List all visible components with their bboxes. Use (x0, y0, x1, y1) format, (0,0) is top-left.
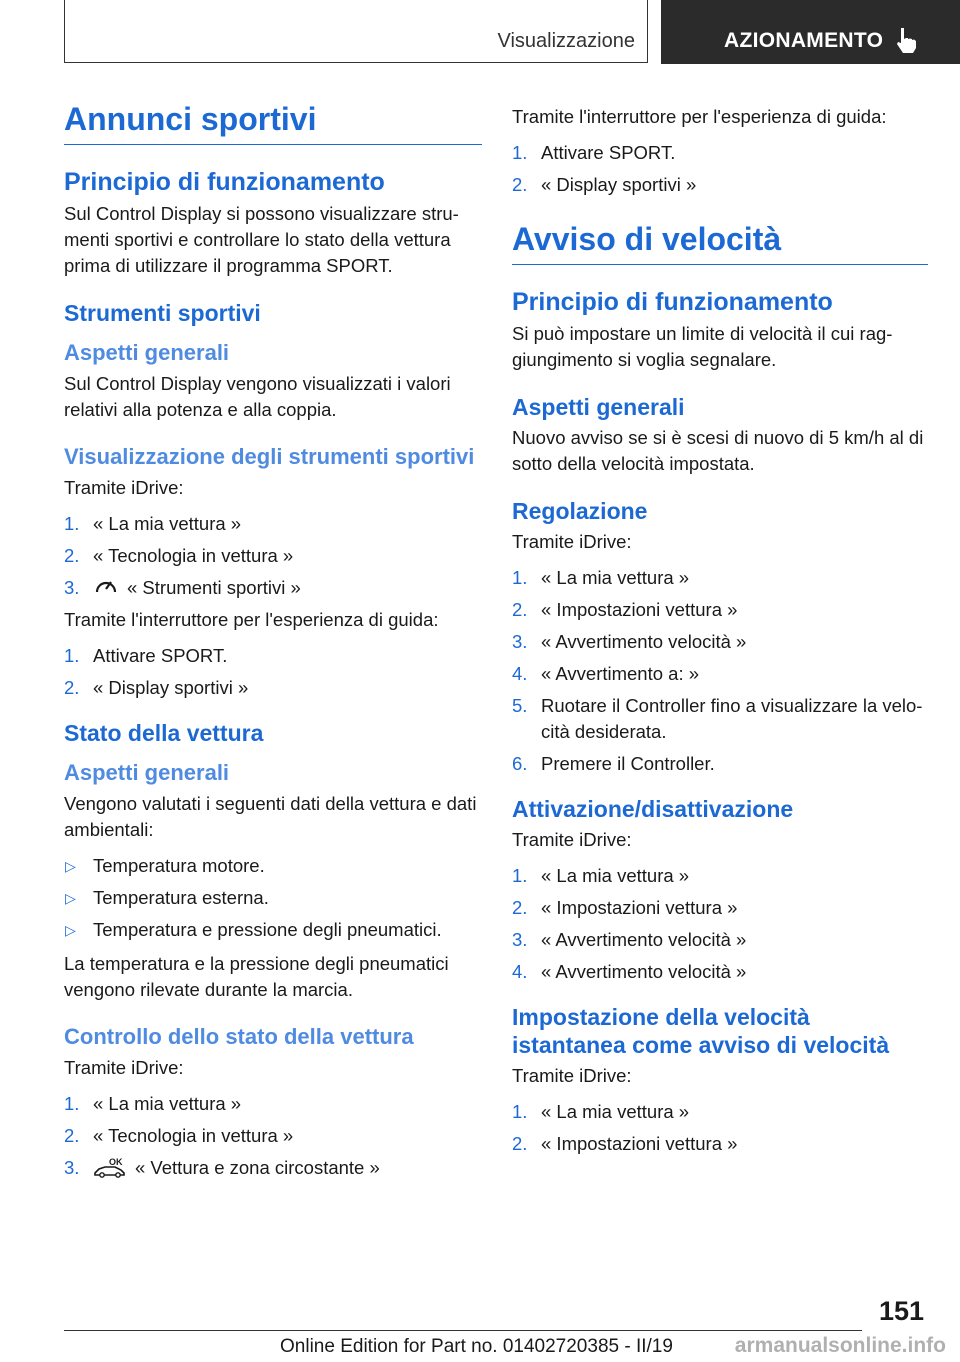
step-number: 3. (64, 577, 80, 598)
list-item: 4. « Avvertimento velocità » (512, 959, 928, 985)
paragraph-aspetti-generali-3: Nuovo avviso se si è scesi di nuovo di 5 km/h al di sotto della velocità impostata. (512, 427, 924, 474)
list-item: 1. Attivare SPORT. (512, 140, 928, 166)
heading-aspetti-generali-3: Aspetti generali (512, 394, 685, 420)
step-number: 2. (64, 1125, 80, 1146)
list-item: 2. « Tecnologia in vettura » (64, 1123, 482, 1149)
step-number: 4. (512, 663, 528, 684)
page-header (0, 0, 960, 66)
list-item: 1. « La mia vettura » (64, 1091, 482, 1117)
triangle-bullet-icon: ▷ (65, 922, 76, 938)
right-column (512, 104, 928, 1175)
steps-list-6 (512, 863, 928, 985)
intro-interruttore-1: Tramite l'interruttore per l'esperienza di guida: (64, 609, 439, 630)
step-number: 1. (64, 513, 80, 534)
list-item: 3. « Strumenti sportivi » (64, 575, 482, 601)
steps-list-3 (64, 1091, 482, 1181)
intro-interruttore-2: Tramite l'interruttore per l'esperienza di guida: (512, 106, 887, 127)
step-number: 1. (64, 645, 80, 666)
list-item: 3. « Avvertimento velocità » (512, 629, 928, 655)
page-number: 151 (878, 1296, 924, 1326)
triangle-bullet-icon: ▷ (65, 858, 76, 874)
list-item: 1. « La mia vettura » (64, 511, 482, 537)
step-number: 1. (512, 1101, 528, 1122)
steps-list-2 (64, 643, 482, 701)
heading-aspetti-generali-1: Aspetti generali (64, 340, 230, 365)
step-number: 1. (64, 1093, 80, 1114)
car-ok-icon (93, 1156, 127, 1178)
list-item: 2. « Impostazioni vettura » (512, 895, 928, 921)
heading-strumenti-sportivi: Strumenti sportivi (64, 300, 261, 326)
step-number: 3. (512, 631, 528, 652)
intro-idrive-1: Tramite iDrive: (64, 477, 184, 498)
heading-visualizzazione-strumenti: Visualizzazione degli strumenti sportivi (64, 444, 475, 469)
heading-attivazione: Attivazione/disattivazione (512, 796, 794, 822)
bullet-list (64, 853, 482, 943)
step-number: 3. (512, 929, 528, 950)
steps-list-5 (512, 565, 928, 777)
list-item: ▷ Temperatura e pressione degli pneumatici. (64, 917, 482, 943)
step-number: 2. (512, 599, 528, 620)
step-number: 5. (512, 695, 528, 716)
paragraph-aspetti-generali-1: Sul Control Display vengono visualizzati i valori relativi alla potenza e alla coppia. (64, 373, 451, 420)
list-item: 3. « Avvertimento velocità » (512, 927, 928, 953)
paragraph-principio-2: Si può impostare un limite di velocità il cui rag-giungimento si voglia segnalare. (512, 323, 893, 370)
list-item: 2. « Tecnologia in vettura » (64, 543, 482, 569)
list-item: 1. « La mia vettura » (512, 1099, 928, 1125)
steps-list-4 (512, 140, 928, 198)
list-item: ▷ Temperatura motore. (64, 853, 482, 879)
step-number: 4. (512, 961, 528, 982)
step-number: 3. (64, 1157, 80, 1178)
step-number: 2. (64, 545, 80, 566)
list-item: 2. « Display sportivi » (512, 172, 928, 198)
list-item: 6. Premere il Controller. (512, 751, 928, 777)
footer-divider (64, 1330, 862, 1331)
list-item: 3. OK « Vettura e zona circostante » (64, 1155, 482, 1181)
step-number: 2. (512, 897, 528, 918)
list-item: ▷ Temperatura esterna. (64, 885, 482, 911)
list-item: 1. « La mia vettura » (512, 863, 928, 889)
intro-idrive-5: Tramite iDrive: (512, 1065, 632, 1086)
chapter-heading-avviso-velocita: Avviso di velocità (512, 220, 928, 265)
list-item: 1. « La mia vettura » (512, 565, 928, 591)
left-column (64, 100, 482, 1199)
heading-stato-vettura: Stato della vettura (64, 720, 264, 746)
chapter-tab (661, 0, 960, 64)
chapter-title: AZIONAMENTO (724, 29, 884, 52)
heading-regolazione: Regolazione (512, 498, 648, 524)
list-item: 1. Attivare SPORT. (64, 643, 482, 669)
step-number: 6. (512, 753, 528, 774)
step-number: 1. (512, 567, 528, 588)
intro-idrive-4: Tramite iDrive: (512, 829, 632, 850)
hand-pointer-icon (893, 26, 919, 54)
step-number: 2. (512, 1133, 528, 1154)
heading-principio: Principio di funzionamento (64, 168, 385, 196)
edition-text: Online Edition for Part no. 01402720385 - II/19 (280, 1336, 673, 1357)
step-number: 1. (512, 865, 528, 886)
heading-principio-2: Principio di funzionamento (512, 288, 833, 316)
list-item: 2. « Display sportivi » (64, 675, 482, 701)
section-title: Visualizzazione (497, 30, 635, 52)
list-item: 2. « Impostazioni vettura » (512, 1131, 928, 1157)
heading-controllo-stato: Controllo dello stato della vettura (64, 1024, 414, 1049)
steps-list-7 (512, 1099, 928, 1157)
gauge-icon (93, 576, 119, 598)
step-number: 2. (64, 677, 80, 698)
intro-idrive-2: Tramite iDrive: (64, 1057, 184, 1078)
steps-list-1 (64, 511, 482, 601)
step-number: 1. (512, 142, 528, 163)
watermark: armanualsonline.info (734, 1334, 946, 1357)
heading-aspetti-generali-2: Aspetti generali (64, 760, 230, 785)
heading-impostazione-velocita: Impostazione della velocità istantanea come avviso di velocità (512, 1004, 890, 1058)
triangle-bullet-icon: ▷ (65, 890, 76, 906)
paragraph-pneumatici: La temperatura e la pressione degli pneumatici vengono rilevate durante la marcia. (64, 953, 449, 1000)
svg-text:OK: OK (109, 1157, 123, 1167)
chapter-heading-annunci-sportivi: Annunci sportivi (64, 100, 482, 145)
step-number: 2. (512, 174, 528, 195)
paragraph-principio: Sul Control Display si possono visualizzare stru-menti sportivi e controllare lo stato della vettura prima di utilizzare il programma SPORT. (64, 203, 459, 276)
section-tab (64, 0, 648, 63)
paragraph-dati-valutati: Vengono valutati i seguenti dati della vettura e dati ambientali: (64, 793, 477, 840)
list-item: 4. « Avvertimento a: » (512, 661, 928, 687)
intro-idrive-3: Tramite iDrive: (512, 531, 632, 552)
list-item: 2. « Impostazioni vettura » (512, 597, 928, 623)
list-item: 5. Ruotare il Controller fino a visualizzare la velo-cità desiderata. (512, 695, 923, 742)
